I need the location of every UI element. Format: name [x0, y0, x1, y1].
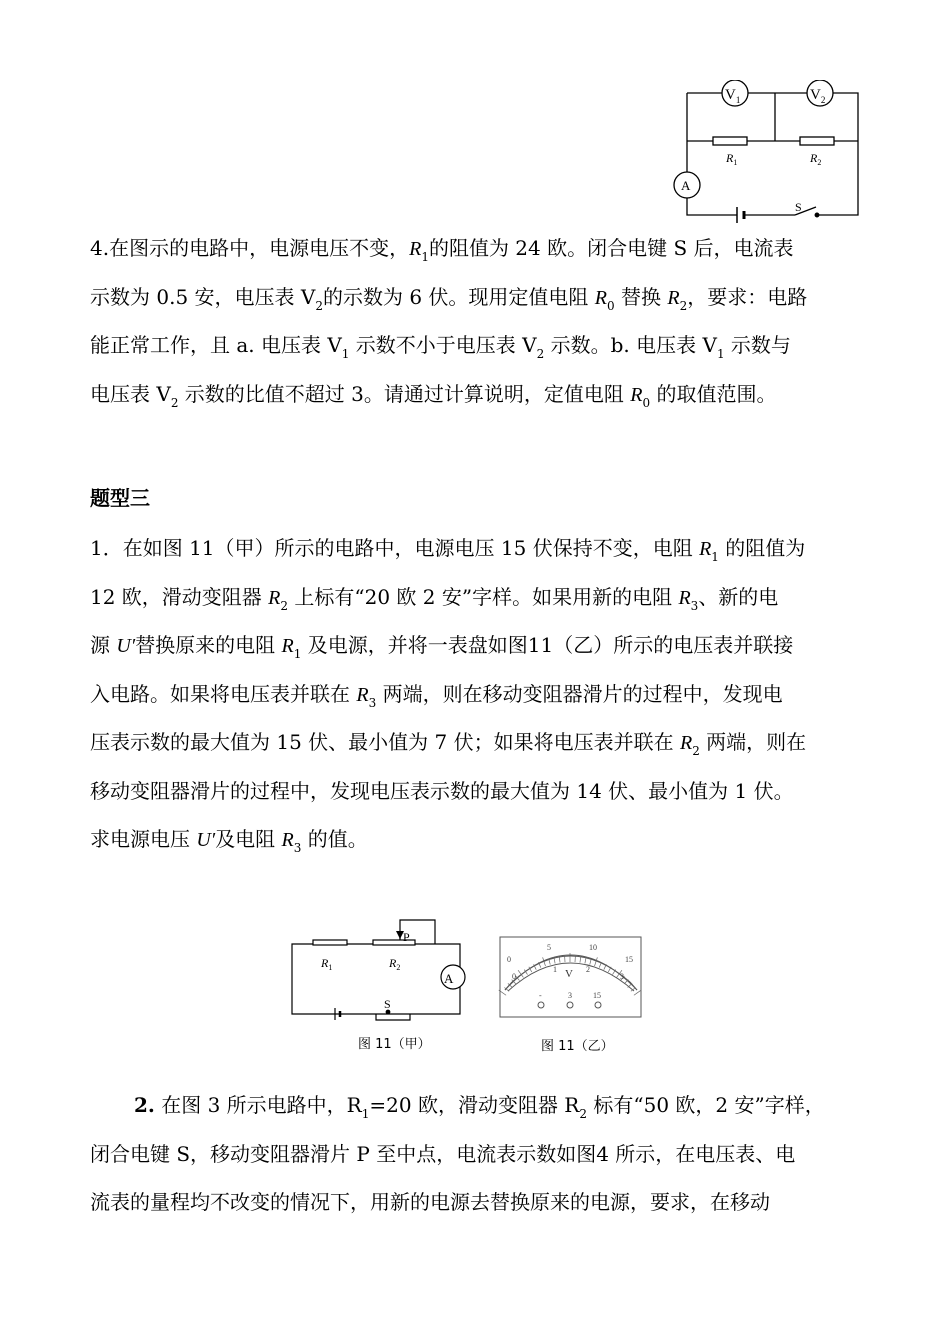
jia-switch-label: S [384, 997, 391, 1011]
scale-bottom-1: 1 [553, 965, 557, 974]
q1-line-7: 求电源电压 U′及电阻 $R_3$ 的值。 [90, 827, 368, 855]
q4-line-1: 4.在图示的电路中，电源电压不变，$R_1$的阻值为 24 欧。闭合电键 S 后，电流表 [90, 236, 794, 264]
jia-ammeter-label: A [444, 971, 454, 986]
terminal-3v-icon [567, 1002, 573, 1008]
section-heading: 题型三 [90, 486, 150, 510]
q4-line-3: 能正常工作，且 a. 电压表 $V_1$ 示数不小于电压表 $V_2$ 示数。b. 电压表 $V_1$ 示数与 [90, 333, 791, 361]
q1-line-6: 移动变阻器滑片的过程中，发现电压表示数的最大值为 14 伏、最小值为 1 伏。 [90, 778, 794, 803]
q1-line-1: 1．在如图 11（甲）所示的电路中，电源电压 15 伏保持不变，电阻 $R_1$ 的阻值为 [90, 536, 806, 564]
figure-11-jia-circuit [285, 912, 470, 1027]
q2-line-3: 流表的量程均不改变的情况下，用新的电源去替换原来的电源，要求，在移动 [90, 1190, 770, 1214]
scale-bottom-2: 2 [586, 965, 590, 974]
q2-line-1: 2. 在图 3 所示电路中，$R_1=20$ 欧，滑动变阻器 $R_2$ 标有“50 欧，2 安”字样， [134, 1093, 825, 1121]
q1-line-5: 压表示数的最大值为 15 伏、最小值为 7 伏；如果将电压表并联在 $R_2$ 两端，则在 [90, 730, 807, 758]
r1-label: $R_1$ [726, 151, 738, 167]
switch-label: S [795, 200, 802, 214]
dial-tick [585, 958, 586, 964]
question-4 [90, 224, 870, 418]
terminal-negative-icon [538, 1002, 544, 1008]
v2-label: $V_2$ [810, 87, 826, 105]
q4-line-4: 电压表 $V_2$ 示数的比值不超过 3。请通过计算说明，定值电阻 $R_0$ 的取值范围。 [90, 381, 777, 410]
unit-v-label: V [565, 968, 573, 980]
scale-top-10: 10 [589, 943, 597, 952]
terminal-negative-label: - [539, 991, 542, 1000]
dial-tick [580, 957, 581, 963]
q1-line-4: 入电路。如果将电压表并联在 $R_3$ 两端，则在移动变阻器滑片的过程中，发现电 [90, 681, 783, 710]
q1-line-2: 12 欧，滑动变阻器 $R_2$ 上标有“20 欧 2 安”字样。如果用新的电阻 $R_3$、新的电 [90, 584, 779, 613]
circuit-diagram-q4 [660, 80, 870, 225]
terminal-3-label: 3 [568, 991, 572, 1000]
figure-11-jia-caption: 图 11（甲） [358, 1037, 431, 1052]
figure-11-yi-caption: 图 11（乙） [541, 1039, 614, 1054]
question-2 [90, 1081, 870, 1227]
slider-p-label: P [403, 930, 410, 944]
scale-top-5: 5 [547, 943, 551, 952]
q1-line-3: 源 U′替换原来的电阻 $R_1$ 及电源，并将一表盘如图11（乙）所示的电压表并联接 [90, 633, 794, 661]
q4-line-2: 示数为 0.5 安，电压表 $V_2$的示数为 6 伏。现用定值电阻 $R_0$ 替换 $R_2$，要求：电路 [90, 284, 808, 313]
r2-label: $R_2$ [810, 151, 822, 167]
figure-11-yi-voltmeter [495, 932, 650, 1024]
q2-line-2: 闭合电键 S，移动变阻器滑片 P 至中点，电流表示数如图4 所示，在电压表、电 [90, 1141, 796, 1166]
ammeter-label: A [681, 178, 691, 193]
dial-tick [634, 990, 641, 995]
jia-r1-label: $R_1$ [321, 956, 333, 972]
v1-label: $V_1$ [725, 87, 741, 105]
scale-top-0: 0 [507, 955, 511, 964]
terminal-15v-icon [595, 1002, 601, 1008]
question-1 [90, 524, 870, 864]
dial-tick [559, 957, 560, 963]
scale-bottom-0: 0 [512, 972, 516, 981]
scale-top-15: 15 [625, 955, 633, 964]
dial-tick [590, 959, 592, 965]
scale-bottom-3: 3 [620, 972, 624, 981]
jia-r2-label: $R_2$ [389, 956, 401, 972]
terminal-15-label: 15 [593, 991, 601, 1000]
